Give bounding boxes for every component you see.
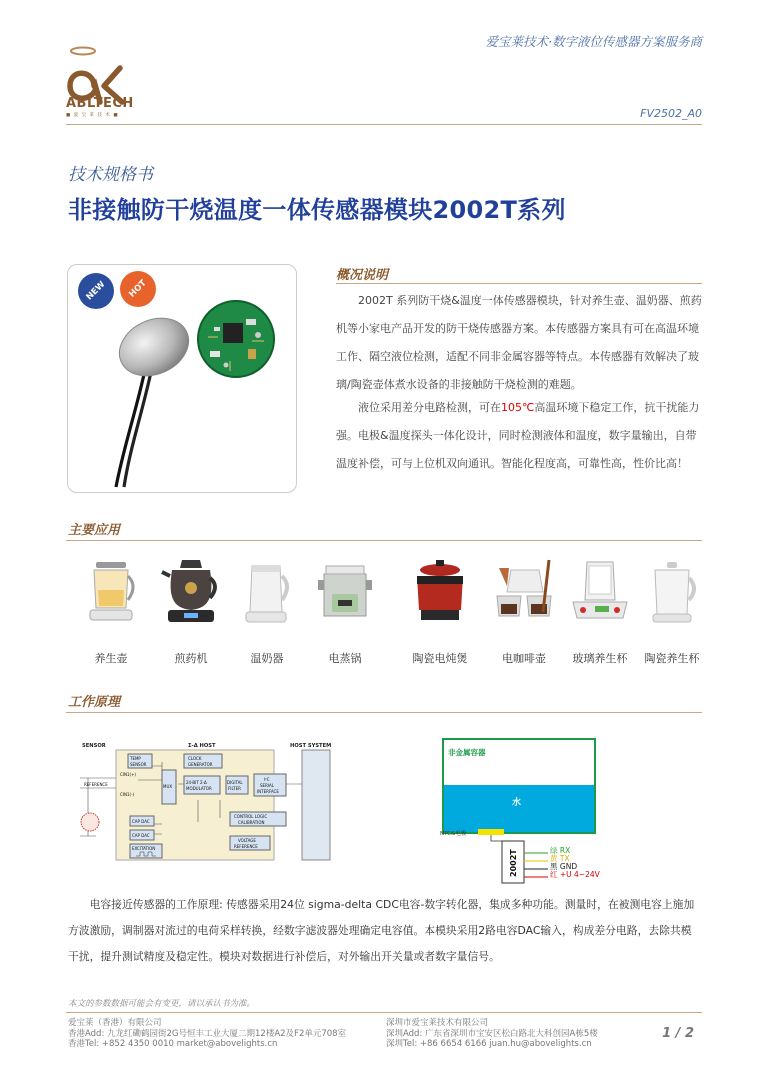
applications-heading: 主要应用: [68, 523, 121, 538]
svg-text:CLOCK: CLOCK: [188, 756, 202, 761]
coffee-pot-icon: [493, 556, 555, 628]
overview-divider: [336, 283, 702, 284]
logo-text: ABLTECH: [66, 96, 134, 111]
svg-text:SERIAL: SERIAL: [260, 783, 274, 788]
svg-text:SENSOR: SENSOR: [130, 762, 147, 767]
svg-text:DIGITAL: DIGITAL: [227, 780, 243, 785]
host-system-label: HOST SYSTEM: [290, 743, 332, 749]
wire-legend: [550, 847, 600, 879]
wire-rx: 绿 RX: [550, 846, 571, 855]
ceramic-stew-pot-icon: [409, 556, 471, 628]
header-divider: [66, 124, 702, 125]
list-item: [634, 556, 710, 666]
host-label: Σ-Δ HOST: [188, 743, 216, 749]
application-label: 温奶器: [250, 652, 284, 665]
page-number: 1 / 2: [662, 1026, 694, 1041]
svg-text:I²C: I²C: [264, 777, 270, 782]
svg-text:VOLTAGE: VOLTAGE: [238, 838, 256, 843]
svg-text:REFERENCE: REFERENCE: [84, 782, 108, 787]
water-label: 水: [512, 798, 522, 808]
health-kettle-icon: [80, 556, 142, 628]
milk-warmer-icon: [236, 556, 298, 628]
container-label: 非金属容器: [448, 748, 486, 757]
svg-text:INTERFACE: INTERFACE: [257, 789, 279, 794]
wire-tx: 黄 TX: [550, 854, 570, 864]
principle-divider: [66, 712, 702, 713]
svg-text:MUX: MUX: [163, 784, 173, 789]
sensor-label: SENSOR: [82, 743, 106, 749]
svg-text:24-BIT Σ-Δ: 24-BIT Σ-Δ: [186, 780, 207, 785]
principle-paragraph: 电容接近传感器的工作原理: 传感器采用24位 sigma-delta CDC电容-数字转化器，集成多种功能。测量时，在被测电容上施加方波激励，调制器对流过的电荷采样转换，经数字滤波器处理确定电容值。本模块采用2路电容DAC输入，构成差分电路，去除共模干扰，提升测试精度及稳定性。模块对数据进行补偿后，对外输出开关量或者数字量信号。: [68, 898, 695, 963]
wire-power: 红 +U 4~24V: [550, 870, 600, 880]
list-item: [310, 556, 380, 666]
svg-text:CALIBRATION: CALIBRATION: [238, 820, 265, 825]
overview-paragraph-1: 2002T 系列防干烧&温度一体传感器模块，针对养生壶、温奶器、煎药机等小家电产品开发的防干烧传感器方案。本传感器方案具有可在高温环境工作、隔空液位检测，适配不同非金属容器等特点。本传感器有效解决了玻璃/陶瓷壶体煮水设备的非接触防干烧检测的难题。: [336, 294, 702, 391]
principle-heading: 工作原理: [68, 695, 121, 710]
product-image-panel: [67, 264, 297, 493]
list-item: [232, 556, 302, 666]
list-item: [402, 556, 478, 666]
overview-paragraph-2: 液位采用差分电路检测，可在105℃高温环境下稳定工作，抗干扰能力强。电极&温度探头一体化设计，同时检测液体和温度，数字量输出，自带温度补偿，可与上位机双向通讯。智能化程度高，可靠性高，性价比高！: [336, 401, 700, 470]
application-label: 电咖啡壶: [502, 652, 546, 665]
new-badge: NEW: [71, 266, 122, 317]
application-label: 陶瓷电炖煲: [412, 652, 468, 665]
svg-text:EXCITATION: EXCITATION: [132, 846, 156, 851]
svg-text:CAP DAC: CAP DAC: [132, 833, 150, 838]
svg-text:FILTER: FILTER: [228, 786, 241, 791]
document-number: FV2502_A0: [640, 107, 702, 120]
applications-divider: [66, 540, 702, 541]
logo-subtext: ■ 爱 宝 莱 技 术 ■: [66, 113, 119, 118]
disclaimer-note: 本文的参数数据可能会有变更，请以承认书为准。: [68, 999, 256, 1009]
overview-heading: 概况说明: [336, 268, 389, 283]
list-item: [156, 556, 226, 666]
temperature-highlight: 105℃: [501, 401, 535, 414]
svg-text:CAP DAC: CAP DAC: [132, 819, 150, 824]
application-label: 陶瓷养生杯: [644, 652, 700, 665]
list-item: [486, 556, 562, 666]
wire-gnd: 黑 GND: [550, 862, 578, 872]
list-item: [76, 556, 146, 666]
footer-sz: 深圳市爱宝莱技术有限公司 深圳Add: 广东省深圳市宝安区松白路北大科创园A栋5楼 深圳Tel: +86 6654 6166 juan.hu@abovelights.cn: [386, 1018, 598, 1049]
module-label: 2002T: [509, 849, 518, 877]
ntc-label: NTC&电极: [440, 831, 467, 837]
svg-text:CONTROL LOGIC: CONTROL LOGIC: [234, 814, 268, 819]
document-type: 技术规格书: [68, 165, 153, 185]
sensor-module-photo: [68, 265, 297, 493]
cdc-block-diagram: [80, 736, 342, 864]
svg-text:REFERENCE: REFERENCE: [234, 844, 258, 849]
herbal-cooker-icon: [160, 556, 222, 628]
application-label: 玻璃养生杯: [572, 652, 628, 665]
svg-text:TEMP: TEMP: [130, 756, 141, 761]
hot-badge: HOT: [113, 264, 164, 314]
svg-text:GENERATOR: GENERATOR: [188, 762, 213, 767]
svg-text:CIN1(+): CIN1(+): [120, 772, 136, 777]
footer-divider: [66, 1012, 702, 1013]
svg-text:MODULATOR: MODULATOR: [186, 786, 212, 791]
page-title: 非接触防干烧温度一体传感器模块2002T系列: [68, 196, 566, 224]
header-tagline: 爱宝莱技术·数字液位传感器方案服务商: [485, 34, 702, 49]
application-label: 养生壶: [94, 652, 128, 665]
steamer-icon: [314, 556, 376, 628]
application-list: [68, 556, 700, 666]
application-label: 煎药机: [174, 652, 208, 665]
svg-text:CIN1(-): CIN1(-): [120, 792, 135, 797]
glass-cup-icon: [569, 556, 631, 628]
footer-hk: 爱宝莱（香港）有限公司 香港Add: 九龙红磡鹤园街2G号恒丰工业大厦二期12楼A2及F2单元708室 香港Tel: +852 4350 0010 market@abovelights.cn: [68, 1018, 347, 1049]
list-item: [562, 556, 638, 666]
application-label: 电蒸锅: [328, 652, 362, 665]
ceramic-cup-icon: [641, 556, 703, 628]
